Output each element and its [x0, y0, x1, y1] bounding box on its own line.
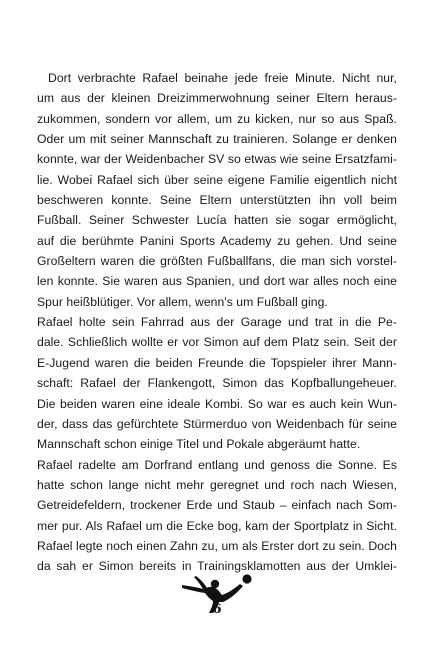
text-line: Rafael holte sein Fahrrad aus der Garage und trat in die Pe-: [37, 315, 397, 330]
text-line: der, dass das gefürchtete Stürmerduo von Weidenbach für seine: [37, 416, 397, 431]
text-line: schaft: Rafael der Flankengott, Simon das Kopfballungeheuer.: [37, 376, 397, 391]
text-line: len konnte. Sie waren aus Spanien, und dort war alles noch eine: [37, 274, 397, 289]
text-line: beschweren konnte. Seine Eltern unterstützten ihn voll beim: [37, 193, 397, 208]
text-line: lie. Wobei Rafael sich über seine eigene Familie eigentlich nicht: [37, 172, 397, 187]
paragraph-3: [37, 455, 397, 577]
text-line: konnte, war der Weidenbacher SV so etwas wie seine Ersatzfami-: [37, 152, 397, 167]
text-line: Fußball. Seiner Schwester Lucía hatten sie sogar ermöglicht,: [37, 213, 397, 228]
text-line: E-Jugend waren die beiden Freunde die Topspieler ihrer Mann-: [37, 355, 397, 370]
body-text: [37, 68, 397, 577]
text-line: da sah er Simon bereits in Trainingsklamotten aus der Umklei-: [37, 559, 397, 574]
text-line: auf die berühmte Panini Sports Academy zu gehen. Und seine: [37, 233, 397, 248]
text-line: Getreidefeldern, trockener Erde und Staub – einfach nach Som-: [37, 498, 397, 513]
page-footer: [0, 572, 432, 632]
text-line: zukommen, sondern vor allem, um zu kicken, nur so aus Spaß.: [37, 111, 397, 126]
text-line: Dort verbrachte Rafael beinahe jede freie Minute. Nicht nur,: [48, 71, 397, 85]
text-line: Rafael legte noch einen Zahn zu, um als Erster dort zu sein. Doch: [37, 538, 397, 553]
paragraph-1: [37, 68, 397, 312]
text-line: Die beiden waren eine ideale Kombi. So war es auch kein Wun-: [37, 396, 397, 411]
text-line: mer pur. Als Rafael um die Ecke bog, kam der Sportplatz in Sicht.: [37, 518, 397, 533]
paragraph-2: [37, 312, 397, 454]
text-line: Oder um mit seiner Mannschaft zu trainieren. Solange er denken: [37, 132, 397, 147]
text-line: um aus der kleinen Dreizimmerwohnung seiner Eltern heraus-: [37, 91, 397, 106]
text-line: hatte schon lange nicht mehr geregnet und roch nach Wiesen,: [37, 477, 397, 492]
text-line: Spur heißblütiger. Vor allem, wenn's um Fußball ging.: [37, 294, 328, 309]
text-line: Rafael radelte am Dorfrand entlang und genoss die Sonne. Es: [37, 457, 397, 472]
text-line: Mannschaft schon einige Titel und Pokale abgeräumt hatte.: [37, 437, 361, 452]
text-line: dale. Schließlich wollte er vor Simon auf dem Platz sein. Seit der: [37, 335, 397, 350]
text-line: Großeltern waren die größten Fußballfans, die man sich vorstel-: [37, 254, 397, 269]
page-number: 6: [212, 602, 222, 617]
